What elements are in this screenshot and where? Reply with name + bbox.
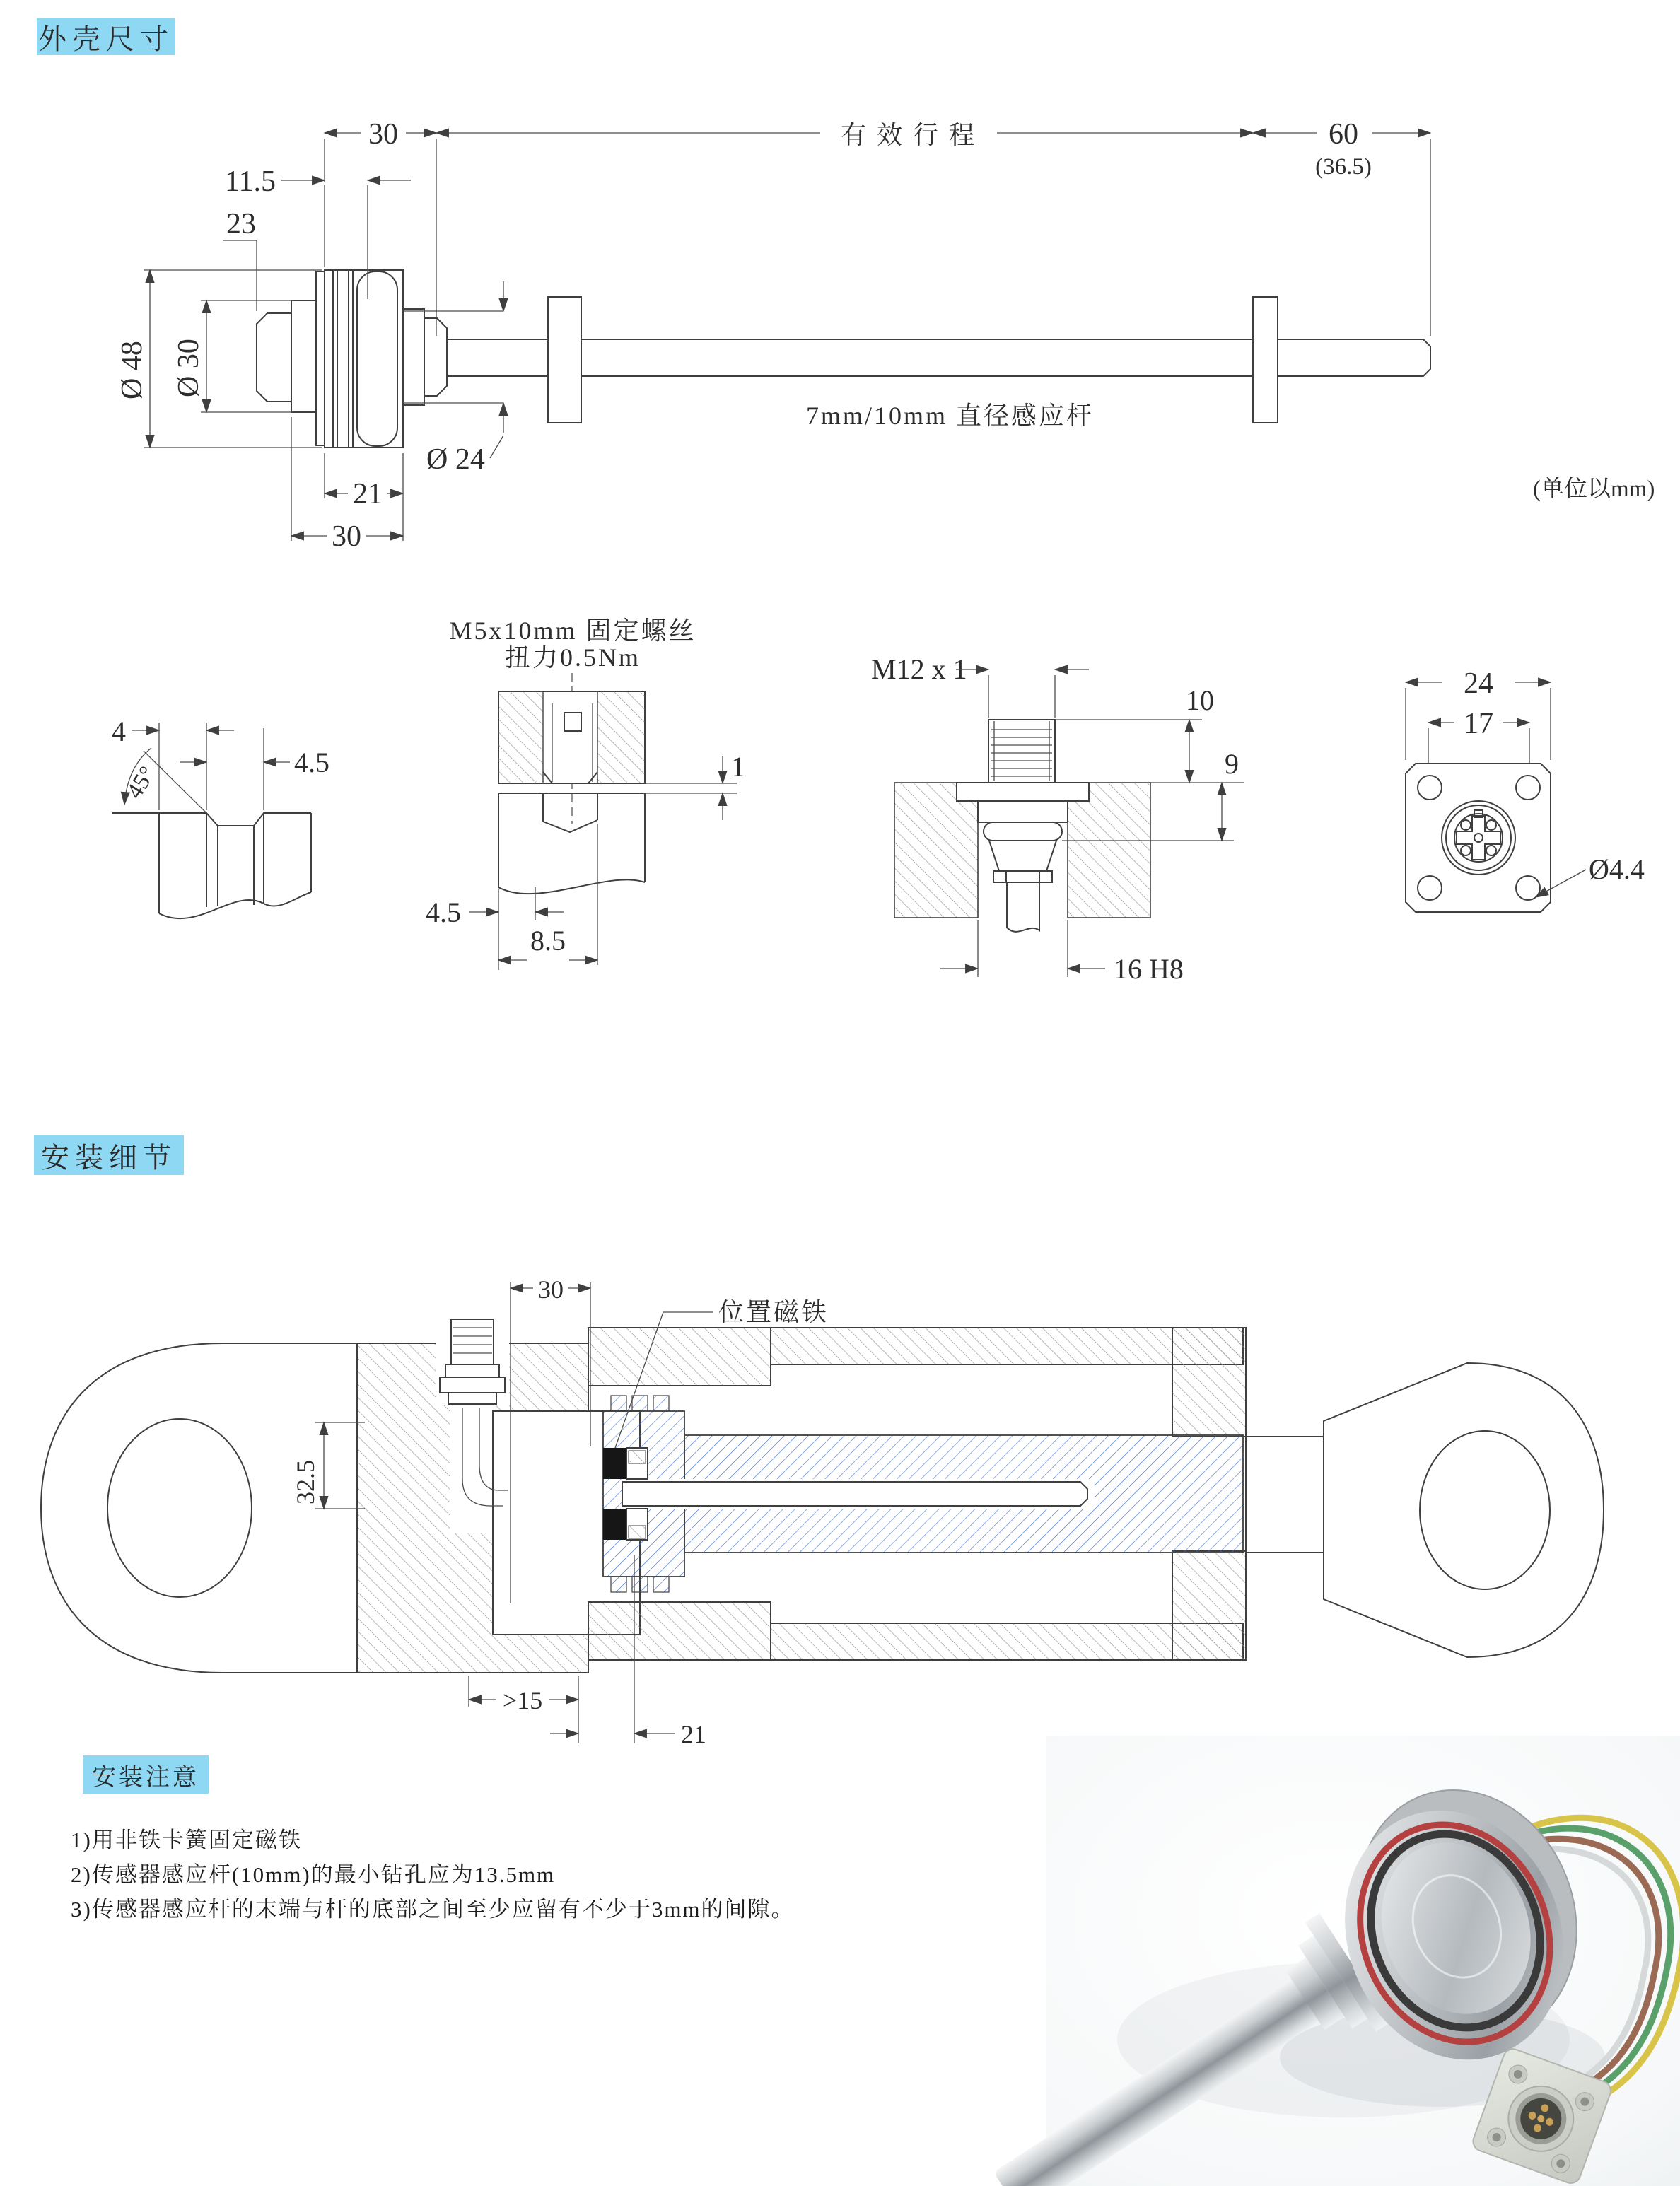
dim-45deg: 45°	[122, 761, 161, 804]
thread-mount-detail	[871, 653, 1244, 985]
mount-plate-left	[894, 783, 978, 918]
flange-plate	[316, 271, 325, 445]
position-magnet-upper	[603, 1448, 626, 1479]
barrel-head-bottom	[588, 1602, 771, 1660]
dim-b21: 21	[353, 478, 383, 510]
rod-gland-top	[1172, 1328, 1246, 1437]
dim-min15: >15	[502, 1686, 543, 1714]
right-eye-hole	[1420, 1431, 1550, 1589]
groove-detail	[112, 715, 329, 918]
dim-8-5: 8.5	[530, 925, 566, 957]
unit-note: (单位以mm)	[1533, 477, 1655, 502]
mount-plate-right	[1068, 783, 1150, 918]
dim-11-5: 11.5	[225, 165, 276, 198]
section-header-notes: 安装注意	[83, 1755, 209, 1794]
note-line-1: 1)用非铁卡簧固定磁铁	[71, 1828, 302, 1852]
dim-10: 10	[1186, 684, 1214, 716]
magnet-label: 位置磁铁	[718, 1298, 829, 1326]
hub-cap	[424, 318, 447, 396]
thread-title: M12 x 1	[871, 653, 967, 685]
dim-dia48: Ø 48	[116, 341, 148, 399]
head-hub	[403, 309, 424, 405]
product-photo	[972, 1736, 1680, 2186]
sensor-body-break	[1007, 882, 1039, 932]
connector-stub	[257, 313, 291, 402]
oring	[984, 822, 1062, 841]
dim-b30: 30	[332, 520, 361, 553]
barrel-head-top	[588, 1328, 771, 1386]
magnet-block-left	[548, 297, 581, 423]
sensing-rod	[447, 339, 1430, 376]
dim-f24: 24	[1464, 667, 1493, 700]
dim-16h8: 16 H8	[1114, 953, 1184, 985]
dim-32-5: 32.5	[291, 1460, 320, 1504]
oring-lobe	[357, 271, 397, 446]
dim-i21: 21	[681, 1720, 706, 1748]
dim-dia30: Ø 30	[173, 339, 205, 397]
sensor-rod-in-bore	[622, 1482, 1087, 1506]
screw-title-1: M5x10mm 固定螺丝	[449, 616, 696, 645]
rod-outside	[1246, 1437, 1324, 1553]
dim-i30: 30	[538, 1275, 564, 1304]
dim-screw-4-5: 4.5	[426, 896, 461, 928]
dim-effective-stroke: 有 效 行 程	[840, 121, 977, 149]
dim-36-5: (36.5)	[1315, 154, 1372, 180]
dim-top30: 30	[368, 118, 398, 151]
dim-23: 23	[226, 208, 256, 240]
flange-face-detail	[1406, 667, 1645, 912]
section-header-housing: 外壳尺寸	[37, 18, 175, 55]
housing-dimension-drawing	[116, 118, 1655, 553]
connector-body	[291, 300, 316, 412]
rod-gland-bottom	[1172, 1551, 1246, 1660]
section-header-install: 安装细节	[34, 1135, 184, 1175]
dim-hole-4-4: Ø4.4	[1589, 853, 1645, 885]
m12-connector-face	[1442, 801, 1515, 875]
install-notes	[71, 1823, 795, 1927]
set-screw-head	[564, 713, 581, 731]
sensor-flange-lip	[957, 783, 1089, 801]
note-line-3: 3)传感器感应杆的末端与杆的底部之间至少应留有不少于3mm的间隙。	[71, 1897, 795, 1922]
m12-connector-top	[451, 1319, 494, 1364]
set-screw-detail	[426, 616, 745, 970]
note-line-2: 2)传感器感应杆(10mm)的最小钻孔应为13.5mm	[71, 1862, 556, 1887]
rod-diameter-label: 7mm/10mm 直径感应杆	[806, 402, 1095, 430]
dim-9: 9	[1225, 748, 1239, 780]
dim-4: 4	[112, 715, 126, 747]
left-eye-hole	[107, 1419, 252, 1597]
dim-dia24: Ø 24	[426, 443, 485, 476]
dim-60: 60	[1329, 118, 1358, 151]
magnet-block-right	[1253, 297, 1278, 423]
dim-4-5: 4.5	[294, 747, 329, 778]
position-magnet-lower	[603, 1509, 626, 1540]
screw-title-2: 扭力0.5Nm	[504, 643, 641, 672]
installation-drawing	[41, 1275, 1604, 1748]
dim-f17: 17	[1464, 708, 1493, 740]
dim-gap1: 1	[731, 751, 745, 783]
